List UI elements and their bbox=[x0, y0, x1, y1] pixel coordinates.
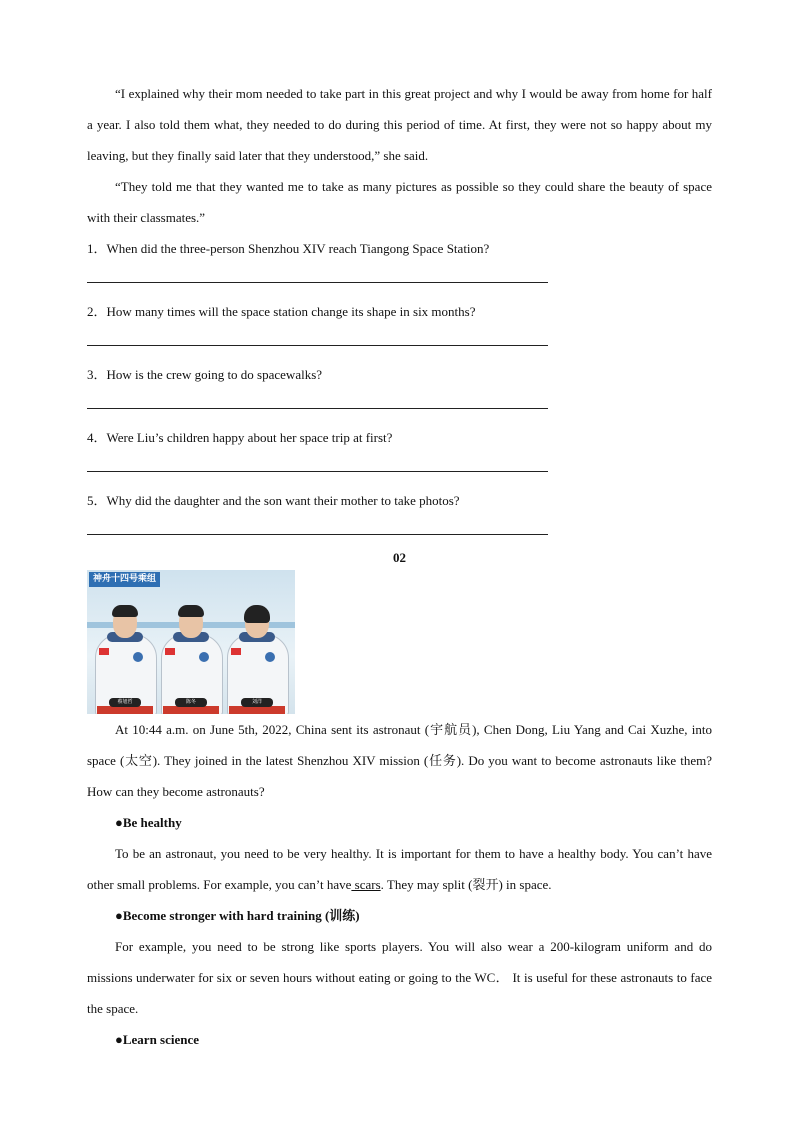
name-tag-center: 陈冬 bbox=[175, 698, 207, 707]
question-5: 5．Why did the daughter and the son want their mother to take photos? bbox=[87, 493, 460, 508]
heading-be-healthy: ●Be healthy bbox=[115, 815, 182, 830]
question-4: 4．Were Liu’s children happy about her space trip at first? bbox=[87, 430, 393, 445]
paragraph-intro: At 10:44 a.m. on June 5th, 2022, China sent its astronaut (宇航员), Chen Dong, Liu Yang and Cai Xuzhe, into space (太空). They joined in the latest Shenzhou XIV mission (任务). Do you want to become astronauts like them? How can they become astronauts? bbox=[87, 722, 712, 799]
astronaut-crew-photo bbox=[87, 570, 295, 714]
healthy-text-end: . They may split (裂开) in space. bbox=[380, 877, 552, 892]
document-page bbox=[87, 78, 712, 1055]
question-list bbox=[87, 233, 712, 535]
photo-banner: 神舟十四号乘组 bbox=[89, 572, 160, 587]
paragraph-training: For example, you need to be strong like sports players. You will also wear a 200-kilogram uniform and do missions underwater for six or seven hours without eating or going to the WC． It is useful for these astronauts to face the space. bbox=[87, 939, 712, 1016]
question-3: 3．How is the crew going to do spacewalks? bbox=[87, 367, 323, 382]
section-number: 02 bbox=[393, 550, 406, 565]
underlined-word-scars: scars bbox=[351, 877, 381, 892]
name-tag-right: 刘洋 bbox=[241, 698, 273, 707]
answer-line-4[interactable] bbox=[87, 453, 548, 472]
astronaut-figure-center bbox=[159, 602, 223, 714]
astronaut-figure-right bbox=[225, 602, 289, 714]
answer-line-5[interactable] bbox=[87, 516, 548, 535]
name-tag-left: 蔡旭哲 bbox=[109, 698, 141, 707]
heading-learn-science: ●Learn science bbox=[115, 1032, 200, 1047]
paragraph-healthy bbox=[87, 838, 712, 900]
answer-line-1[interactable] bbox=[87, 264, 548, 283]
heading-hard-training: ●Become stronger with hard training (训练) bbox=[115, 908, 360, 923]
paragraph-quote-2: “They told me that they wanted me to take as many pictures as possible so they could share the beauty of space with their classmates.” bbox=[87, 179, 712, 225]
healthy-text-start: To be an astronaut, you need to be very healthy. It is important for them to have a healthy body. You can’t have other small problems. For example, you can’t have bbox=[87, 846, 712, 892]
answer-line-2[interactable] bbox=[87, 327, 548, 346]
astronaut-figure-left bbox=[93, 602, 157, 714]
paragraph-quote-1: “I explained why their mom needed to take part in this great project and why I would be away from home for half a year. I also told them what, they needed to do during this period of time. At first, they were not so happy about my leaving, but they finally said later that they understood,” she said. bbox=[87, 86, 712, 163]
question-2: 2．How many times will the space station change its shape in six months? bbox=[87, 304, 476, 319]
question-1: 1．When did the three-person Shenzhou XIV reach Tiangong Space Station? bbox=[87, 241, 490, 256]
answer-line-3[interactable] bbox=[87, 390, 548, 409]
